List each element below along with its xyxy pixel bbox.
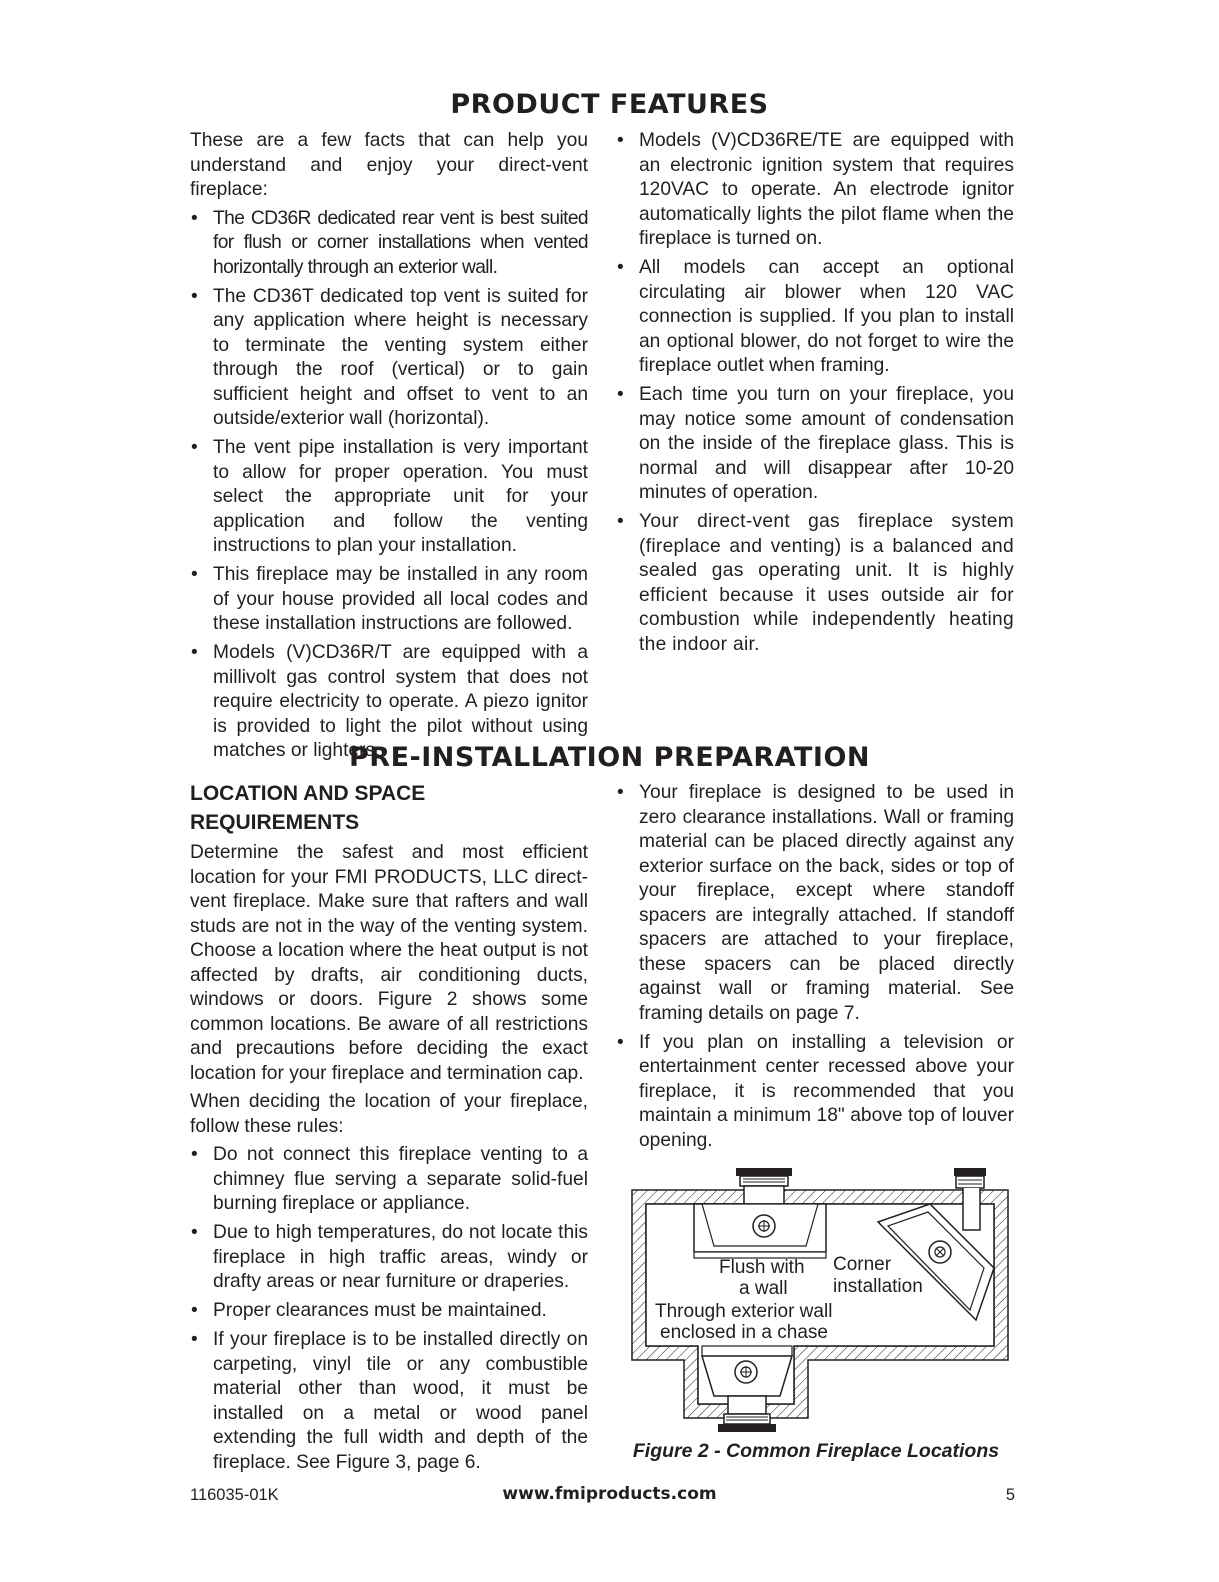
subheading-location-space: LOCATION AND SPACE REQUIREMENTS (190, 782, 426, 834)
label-flush-line1: Flush with (719, 1257, 805, 1278)
list-item: • The CD36T dedicated top vent is suited for any application where height is necessary to terminate the venting system either through the roof (vertical) or to gain sufficient height and offset to vent to an outside/exterior wall (horizontal). (190, 285, 588, 432)
list-item: • This fireplace may be installed in any room of your house provided all local codes and these installation instructions are followed. (190, 563, 588, 637)
list-item: • Your direct-vent gas fireplace system (fireplace and venting) is a balanced and sealed gas operating unit. It is highly efficient because it uses outside air for combustion while independently heating the indoor air. (616, 510, 1014, 657)
list-item: • Models (V)CD36R/T are equipped with a millivolt gas control system that does not require electricity to operate. A piezo ignitor is provided to light the pilot without using matches or lighters. (190, 641, 588, 764)
product-features-left-column (190, 129, 588, 764)
intro-paragraph: These are a few facts that can help you understand and enjoy your direct-vent fireplace: (190, 130, 588, 200)
list-item: • Due to high temperatures, do not locate this fireplace in high traffic areas, windy or drafty areas or near furniture or draperies. (190, 1221, 588, 1295)
features-left-list (190, 207, 588, 764)
list-item: • If you plan on installing a television or entertainment center recessed above your fireplace, it is recommended that you maintain a minimum 18" above top of louver opening. (616, 1031, 1014, 1154)
rules-list (190, 1143, 588, 1475)
list-item: • The vent pipe installation is very important to allow for proper operation. You must select the appropriate unit for your application and follow the venting instructions to plan your installation. (190, 436, 588, 559)
chase-fireplace (702, 1346, 792, 1432)
document-number: 116035-01K (190, 1486, 279, 1504)
label-flush-line2: a wall (739, 1278, 788, 1299)
list-item: • All models can accept an optional circulating air blower when 120 VAC connection is supplied. If you plan to install an optional blower, do not forget to wire the fireplace outlet when framing. (616, 256, 1014, 379)
website-link[interactable]: www.fmiproducts.com (502, 1484, 717, 1504)
label-chase-line2: enclosed in a chase (660, 1322, 828, 1343)
label-corner-line2: installation (833, 1276, 923, 1297)
list-item: • Each time you turn on your fireplace, you may notice some amount of condensation on the inside of the fireplace glass. This is normal and will disappear after 10-20 minutes of operation. (616, 383, 1014, 506)
pre-installation-right-column (616, 781, 1014, 1153)
flush-fireplace (694, 1168, 826, 1258)
list-item: • Models (V)CD36RE/TE are equipped with an electronic ignition system that requires 120VAC to operate. An electrode ignitor automatically lights the pilot flame when the fireplace is turned on. (616, 129, 1014, 252)
list-item: • If your fireplace is to be installed directly on carpeting, vinyl tile or any combustible material other than wood, it must be installed on a metal or wood panel extending the full width and depth of the fireplace. See Figure 3, page 6. (190, 1328, 588, 1475)
fireplace-locations-diagram (618, 1160, 1028, 1435)
list-item: • The CD36R dedicated rear vent is best suited for flush or corner installations when vented horizontally through an exterior wall. (190, 207, 588, 281)
location-paragraph: Determine the safest and most efficient location for your FMI PRODUCTS, LLC direct-vent fireplace. Make sure that rafters and wall studs are not in the way of the venting system. Choose a location where the heat output is not affected by drafts, air conditioning ducts, windows or doors. Figure 2 shows some common locations. Be aware of all restrictions and precautions before deciding the exact location for your fireplace and termination cap. (190, 842, 588, 1084)
figure-caption: Figure 2 - Common Fireplace Locations (632, 1440, 1000, 1462)
section-title-pre-installation: PRE-INSTALLATION PREPARATION (349, 742, 870, 773)
product-features-right-column (616, 129, 1014, 657)
list-item: • Your fireplace is designed to be used in zero clearance installations. Wall or framing material can be placed directly against any exterior surface on the back, sides or top of your fireplace, except where standoff spacers are integrally attached. If standoff spacers are attached to your fireplace, these spacers can be placed directly against wall or framing material. See framing details on page 7. (616, 781, 1014, 1026)
installation-right-list (616, 781, 1014, 1153)
pre-installation-left-column (190, 779, 588, 1475)
list-item: • Do not connect this fireplace venting to a chimney flue serving a separate solid-fuel burning fireplace or appliance. (190, 1143, 588, 1217)
label-corner-line1: Corner (833, 1254, 892, 1275)
section-title-product-features: PRODUCT FEATURES (450, 89, 769, 120)
page-number: 5 (1005, 1486, 1015, 1504)
features-right-list (616, 129, 1014, 657)
rules-intro-paragraph: When deciding the location of your fireplace, follow these rules: (190, 1091, 588, 1137)
label-chase-line1: Through exterior wall (655, 1301, 833, 1322)
list-item: • Proper clearances must be maintained. (190, 1299, 588, 1324)
